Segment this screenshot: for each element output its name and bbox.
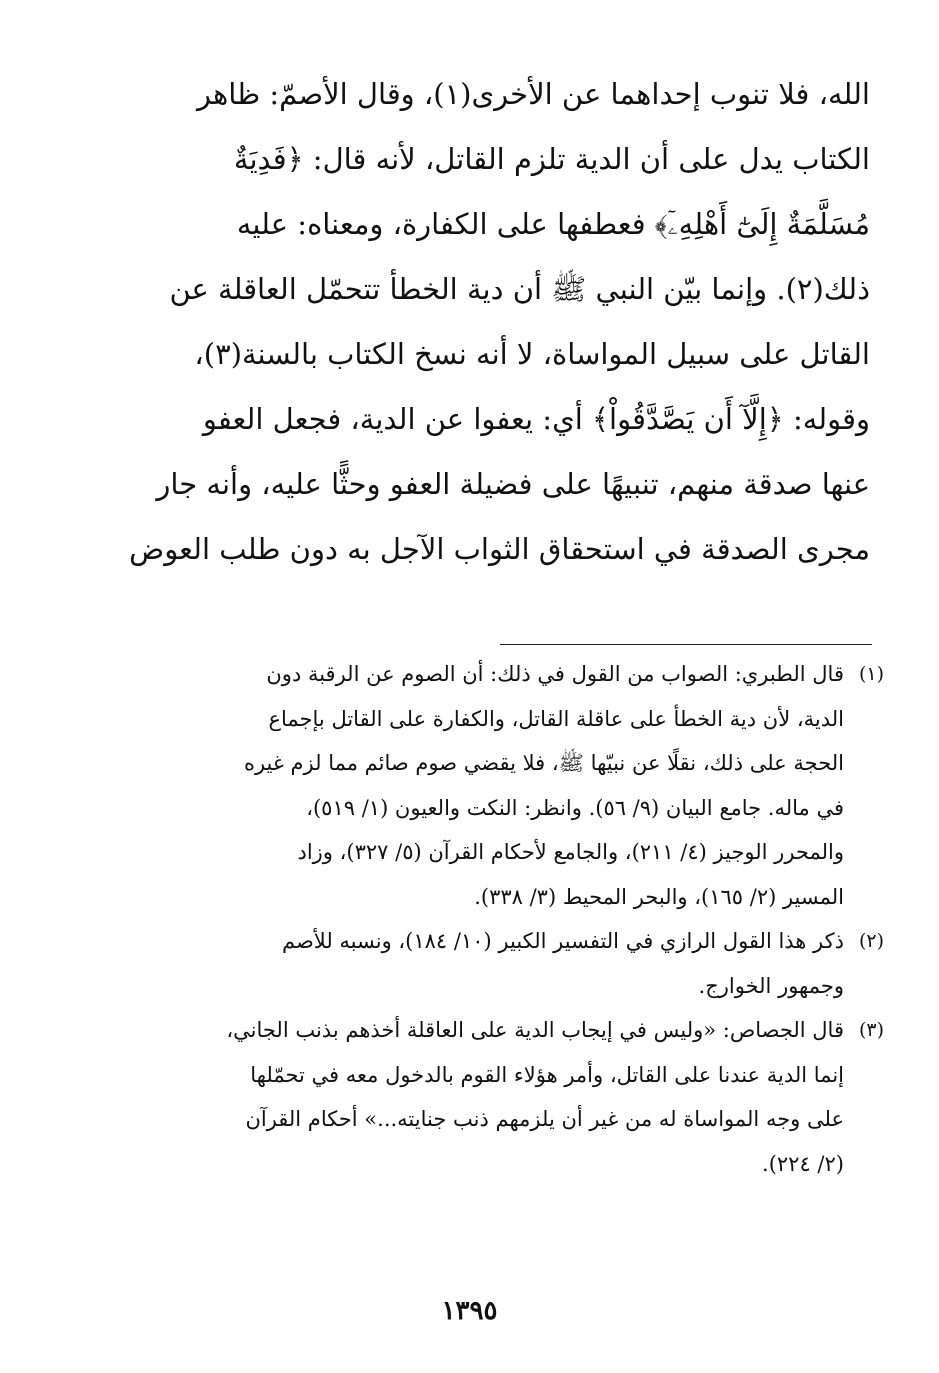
footnote-number: (١) (858, 663, 884, 685)
footnote-line: على وجه المواساة له من غير أن يلزمهم ذنب جنايته...» أحكام القرآن (245, 1107, 844, 1131)
main-text-line: ذلك(٢). وإنما بيّن النبي ﷺ أن دية الخطأ تتحمّل العاقلة عن (169, 272, 870, 306)
main-text-line: مجرى الصدقة في استحقاق الثواب الآجل به دون طلب العوض (129, 532, 870, 566)
footnote-line: ذكر هذا القول الرازي في التفسير الكبير (١٠/ ١٨٤)، ونسبه للأصم (281, 929, 844, 953)
footnote-line: قال الطبري: الصواب من القول في ذلك: أن الصوم عن الرقبة دون (266, 662, 844, 686)
footnote-number: (٣) (858, 1019, 884, 1041)
footnote-3 (98, 1008, 884, 1186)
footnote-divider (500, 644, 872, 645)
footnote-line: في ماله. جامع البيان (٩/ ٥٦). وانظر: النكت والعيون (١/ ٥١٩)، (306, 795, 844, 820)
footnote-line: والمحرر الوجيز (٤/ ٢١١)، والجامع لأحكام القرآن (٥/ ٣٢٧)، وزاد (297, 840, 844, 864)
footnote-line: المسير (٢/ ١٦٥)، والبحر المحيط (٣/ ٣٣٨). (474, 884, 844, 909)
footnote-number: (٢) (858, 930, 884, 952)
footnote-line: إنما الدية عندنا على القاتل، وأمر هؤلاء القوم بالدخول معه في تحمّلها (250, 1062, 844, 1087)
footnote-line: الدية، لأن دية الخطأ على عاقلة القاتل، والكفارة على القاتل بإجماع (268, 706, 844, 731)
main-text-line: الكتاب يدل على أن الدية تلزم القاتل، لأنه قال: ﴿فَدِيَةٌ (233, 142, 870, 176)
footnote-2 (98, 919, 884, 1008)
main-text-line: القاتل على سبيل المواساة، لا أنه نسخ الكتاب بالسنة(٣)، (194, 337, 870, 371)
main-text-line: وقوله: ﴿إِلَّآ أَن يَصَّدَّقُواْ﴾ أي: يعفوا عن الدية، فجعل العفو (202, 402, 870, 436)
main-text-line: الله، فلا تنوب إحداهما عن الأخرى(١)، وقال الأصمّ: ظاهر (196, 77, 870, 111)
footnote-line: الحجة على ذلك، نقلًا عن نبيّها ﷺ، فلا يقضي صوم صائم مما لزم غيره (243, 751, 844, 775)
main-text-line: مُسَلَّمَةٌ إِلَىٰٓ أَهْلِهِۦٓ﴾ فعطفها على الكفارة، ومعناه: عليه (236, 207, 870, 241)
footnote-line: (٢/ ٢٢٤). (762, 1151, 844, 1176)
page-number: ١٣٩٥ (441, 1296, 498, 1326)
main-text (98, 62, 870, 582)
footnote-1 (98, 652, 884, 919)
footnotes (98, 652, 884, 1186)
footnote-line: قال الجصاص: «وليس في إيجاب الدية على العاقلة أخذهم بذنب الجاني، (226, 1018, 844, 1042)
footnote-line: وجمهور الخوارج. (698, 973, 844, 998)
main-text-line: عنها صدقة منهم، تنبيهًا على فضيلة العفو وحثًّا عليه، وأنه جار (156, 467, 870, 501)
